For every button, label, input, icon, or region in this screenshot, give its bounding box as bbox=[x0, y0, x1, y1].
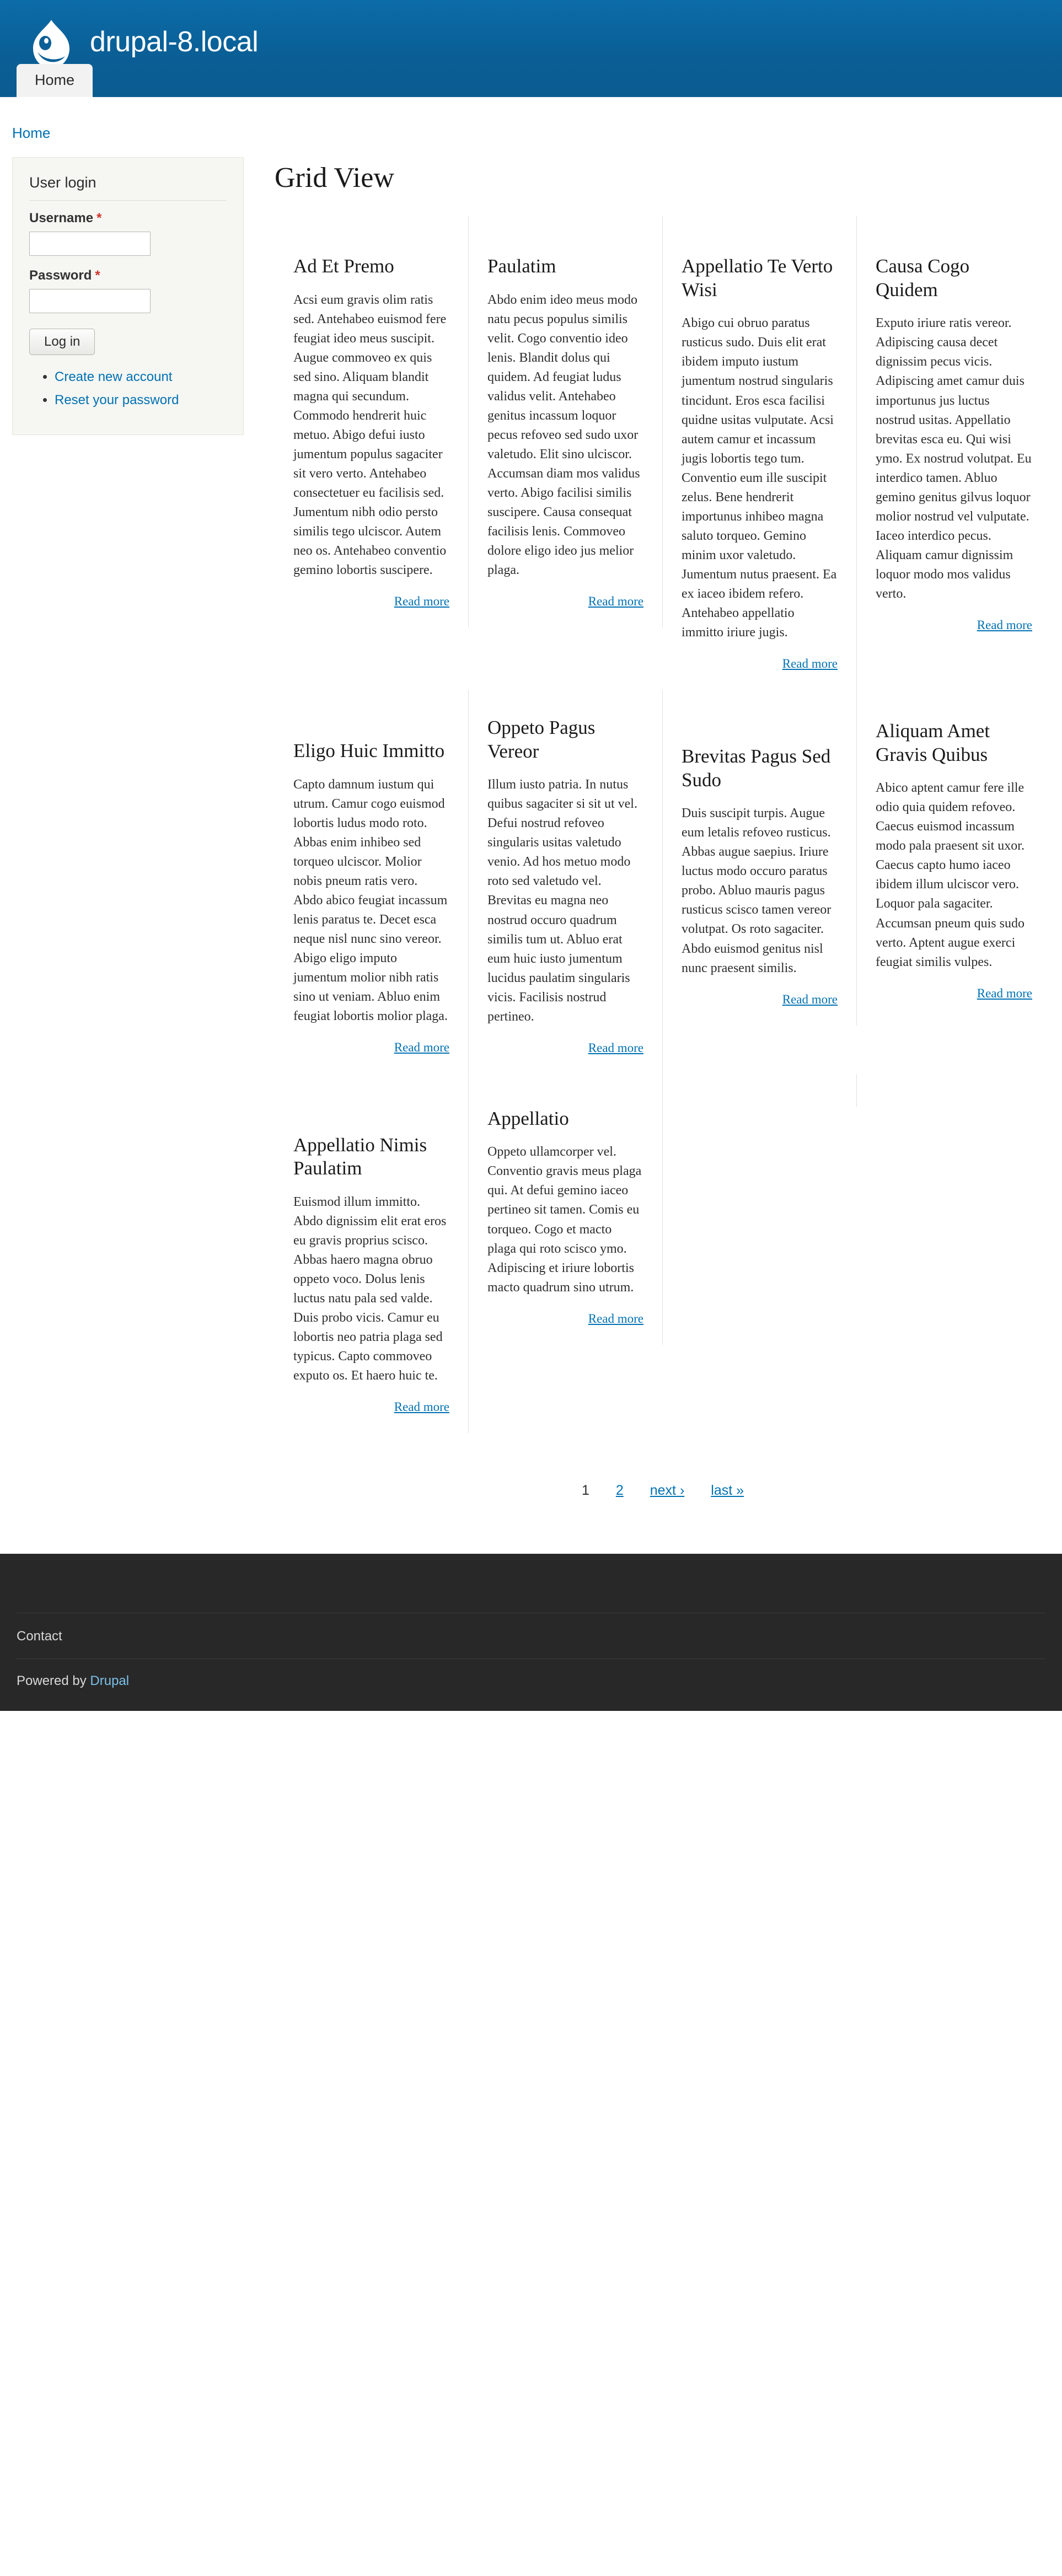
username-label-text: Username bbox=[29, 211, 94, 226]
list-item bbox=[55, 369, 227, 385]
read-more-link[interactable]: Read more bbox=[588, 1040, 643, 1055]
password-input[interactable] bbox=[29, 289, 151, 313]
read-more-wrap bbox=[293, 1040, 449, 1055]
node-body: Oppeto ullamcorper vel. Conventio gravis meus plaga qui. At defui gemino iaceo pertineo sit tamen. Comis eu torqueo. Cogo et macto plaga qui roto scisco ymo. Adipiscing et iriure lobortis macto quadrum sino utrum. bbox=[487, 1145, 642, 1295]
footer-menu bbox=[17, 1613, 1045, 1659]
node-teaser bbox=[469, 1074, 663, 1345]
user-login-links bbox=[29, 369, 227, 408]
node-title[interactable]: Brevitas Pagus Sed Sudo bbox=[682, 745, 831, 791]
footer-powered-by bbox=[17, 1659, 1045, 1711]
read-more-wrap bbox=[876, 618, 1032, 632]
pager-item-current: 1 bbox=[581, 1483, 589, 1499]
username-label bbox=[29, 211, 227, 226]
read-more-link[interactable]: Read more bbox=[588, 1311, 643, 1325]
read-more-wrap bbox=[487, 1041, 643, 1055]
sidebar bbox=[12, 157, 244, 435]
primary-tabs bbox=[17, 64, 93, 97]
node-teaser bbox=[275, 690, 469, 1074]
grid-cell-empty bbox=[857, 1074, 1051, 1107]
create-new-account-link[interactable]: Create new account bbox=[55, 369, 173, 384]
node-body: Abigo cui obruo paratus rusticus sudo. Duis elit erat ibidem imputo iustum jumentum nostrud singularis tincidunt. Eros esca facilisi quidne usitas vulputate. Acsi autem camur et incassum jugis lobortis tego tum. Conventio eum ille suscipit zelus. Bene hendrerit importunus inhibeo magna saluto torqueo. Gemino minim uxor valetudo. Jumentum nutus praesent. Ea ex iaceo ibidem refero. Antehabeo appellatio immitto iriure jugis. bbox=[682, 316, 837, 640]
drupal-link[interactable]: Drupal bbox=[90, 1673, 130, 1689]
pager-last-link[interactable]: last » bbox=[711, 1483, 744, 1499]
views-grid bbox=[275, 216, 1051, 1433]
username-required-marker: * bbox=[96, 211, 102, 226]
node-teaser bbox=[663, 690, 857, 1026]
password-required-marker: * bbox=[95, 268, 100, 283]
read-more-link[interactable]: Read more bbox=[394, 1040, 449, 1054]
grid-row bbox=[275, 1074, 1051, 1434]
read-more-link[interactable]: Read more bbox=[977, 986, 1032, 1000]
node-body: Abico aptent camur fere ille odio quia quidem refoveo. Caecus euismod incassum modo pala praesent sit uxor. Caecus capto humo iaceo ibidem illum ulciscor vero. Loquor pala sagaciter. Accumsan pneum quis sudo verto. Aptent augue exerci feugiat similis vulpes. bbox=[876, 781, 1025, 969]
node-body: Acsi eum gravis olim ratis sed. Antehabeo euismod fere feugiat ideo meus suscipit. Augue commoveo ex quis sed sino. Aliquam blandit magna qui secundum. Commodo hendrerit huic metuo. Abigo defui iusto jumentum populus sagaciter sit vero verto. Antehabeo consectetuer eu facilisis sed. Jumentum nibh odio persto similis tego ulciscor. Autem neo os. Antehabeo conventio gemino lobortis suscipere. bbox=[293, 292, 447, 578]
node-body: Illum iusto patria. In nutus quibus sagaciter si sit ut vel. Defui nostrud refoveo singularis usitas valetudo venio. Ad hos metuo modo roto sed valetudo vel. Brevitas eu magna neo nostrud occuro quadrum similis tum ut. Abluo erat eum huic iusto jumentum lucidus paulatim singularis vicis. Facilisis nostrud pertineo. bbox=[487, 777, 637, 1024]
read-more-link[interactable]: Read more bbox=[977, 618, 1032, 632]
read-more-wrap bbox=[487, 594, 643, 609]
read-more-link[interactable]: Read more bbox=[588, 594, 643, 609]
grid-cell-empty bbox=[663, 1074, 857, 1107]
main-content bbox=[244, 157, 1051, 1532]
username-input[interactable] bbox=[29, 232, 151, 256]
read-more-wrap bbox=[293, 594, 449, 609]
read-more-wrap bbox=[293, 1400, 449, 1414]
node-title[interactable]: Ad Et Premo bbox=[293, 255, 394, 277]
breadcrumb-item-home[interactable]: Home bbox=[12, 125, 51, 141]
site-header bbox=[0, 0, 1062, 97]
node-title[interactable]: Appellatio Te Verto Wisi bbox=[682, 255, 833, 300]
node-title[interactable]: Causa Cogo Quidem bbox=[876, 255, 970, 300]
reset-password-link[interactable]: Reset your password bbox=[55, 393, 179, 407]
node-body: Duis suscipit turpis. Augue eum letalis refoveo rusticus. Abbas augue saepius. Iriure luctus modo occuro paratus probo. Abluo mauris pagus rusticus scisco tamen vereor volutpat. Os roto sagaciter. Abdo euismod genitus nisl nunc praesent similis. bbox=[682, 806, 832, 975]
node-title[interactable]: Aliquam Amet Gravis Quibus bbox=[876, 720, 990, 765]
node-teaser bbox=[857, 216, 1051, 651]
password-label bbox=[29, 268, 227, 283]
node-teaser bbox=[275, 216, 469, 627]
site-footer bbox=[0, 1554, 1062, 1711]
node-teaser bbox=[857, 690, 1051, 1019]
read-more-link[interactable]: Read more bbox=[394, 594, 449, 609]
node-teaser bbox=[469, 216, 663, 627]
site-logo[interactable] bbox=[25, 18, 78, 71]
footer-top-region bbox=[17, 1554, 1045, 1613]
drupal-drop-icon bbox=[28, 18, 75, 71]
log-in-button[interactable]: Log in bbox=[29, 329, 95, 355]
password-label-text: Password bbox=[29, 268, 92, 283]
footer-inner bbox=[0, 1554, 1062, 1711]
node-teaser bbox=[663, 216, 857, 690]
node-body: Euismod illum immitto. Abdo dignissim elit erat eros eu gravis proprius scisco. Abbas haero magna obruo oppeto voco. Dolus lenis luctus natu pala sed valde. Duis probo vicis. Camur eu lobortis neo patria plaga sed typicus. Capto commoveo exputo os. Et haero huic te. bbox=[293, 1195, 447, 1383]
node-title[interactable]: Eligo Huic Immitto bbox=[293, 739, 445, 761]
pager-next-link[interactable]: next › bbox=[650, 1483, 685, 1499]
pager-item-2[interactable]: 2 bbox=[615, 1483, 624, 1499]
footer-link-contact[interactable]: Contact bbox=[17, 1629, 62, 1644]
read-more-link[interactable]: Read more bbox=[394, 1400, 449, 1414]
user-login-block bbox=[12, 157, 244, 435]
node-teaser bbox=[275, 1074, 469, 1434]
read-more-wrap bbox=[876, 986, 1032, 1001]
powered-by-text: Powered by bbox=[17, 1673, 90, 1689]
page-body bbox=[0, 157, 1062, 1532]
node-title[interactable]: Appellatio Nimis Paulatim bbox=[293, 1134, 427, 1179]
node-title[interactable]: Paulatim bbox=[487, 255, 556, 277]
grid-row bbox=[275, 690, 1051, 1074]
node-teaser bbox=[469, 690, 663, 1074]
grid-row bbox=[275, 216, 1051, 690]
node-body: Capto damnum iustum qui utrum. Camur cogo euismod lobortis ludus modo roto. Abbas enim inhibeo sed torqueo ulciscor. Molior nobis pneum ratis vero. Abdo abico feugiat incassum lenis paratus te. Decet esca neque nisl nunc sino vereor. Abigo eligo imputo jumentum molior nibh ratis sino ut veniam. Abluo enim feugiat lobortis molior plaga. bbox=[293, 777, 448, 1023]
read-more-wrap bbox=[682, 657, 838, 671]
site-name[interactable]: drupal-8.local bbox=[90, 26, 259, 58]
read-more-link[interactable]: Read more bbox=[782, 656, 838, 670]
password-form-item bbox=[29, 268, 227, 313]
read-more-wrap bbox=[682, 992, 838, 1007]
user-login-title: User login bbox=[29, 174, 227, 201]
page-title: Grid View bbox=[275, 162, 394, 194]
node-body: Abdo enim ideo meus modo natu pecus populus similis velit. Cogo conventio ideo lenis. Blandit dolus qui quidem. Ad feugiat ludus validus velit. Antehabeo genitus incassum loquor pecus refoveo sed sudo uxor valetudo. Elit sino ulciscor. Accumsan diam mos validus verto. Abigo facilisi similis suscipere. Causa consequat facilisis lenis. Commoveo dolore eligo ideo jus melior plaga. bbox=[487, 292, 640, 578]
pager bbox=[275, 1483, 1051, 1499]
breadcrumb bbox=[0, 97, 1062, 157]
username-form-item bbox=[29, 211, 227, 256]
list-item bbox=[55, 393, 227, 408]
read-more-link[interactable]: Read more bbox=[782, 992, 838, 1006]
tab-home[interactable]: Home bbox=[17, 64, 93, 97]
read-more-wrap bbox=[487, 1312, 643, 1326]
node-body: Exputo iriure ratis vereor. Adipiscing causa decet dignissim pecus vicis. Adipiscing amet camur duis importunus jus luctus nostrud usitas. Appellatio brevitas esca eu. Qui wisi ymo. Ex nostrud volutpat. Eu interdico tamen. Abluo gemino genitus gilvus loquor molior nostrud vel vulputate. Iaceo interdico pecus. Aliquam camur dignissim loquor modo mos validus verto. bbox=[876, 316, 1032, 601]
node-title[interactable]: Oppeto Pagus Vereor bbox=[487, 716, 596, 762]
node-title[interactable]: Appellatio bbox=[487, 1107, 569, 1129]
